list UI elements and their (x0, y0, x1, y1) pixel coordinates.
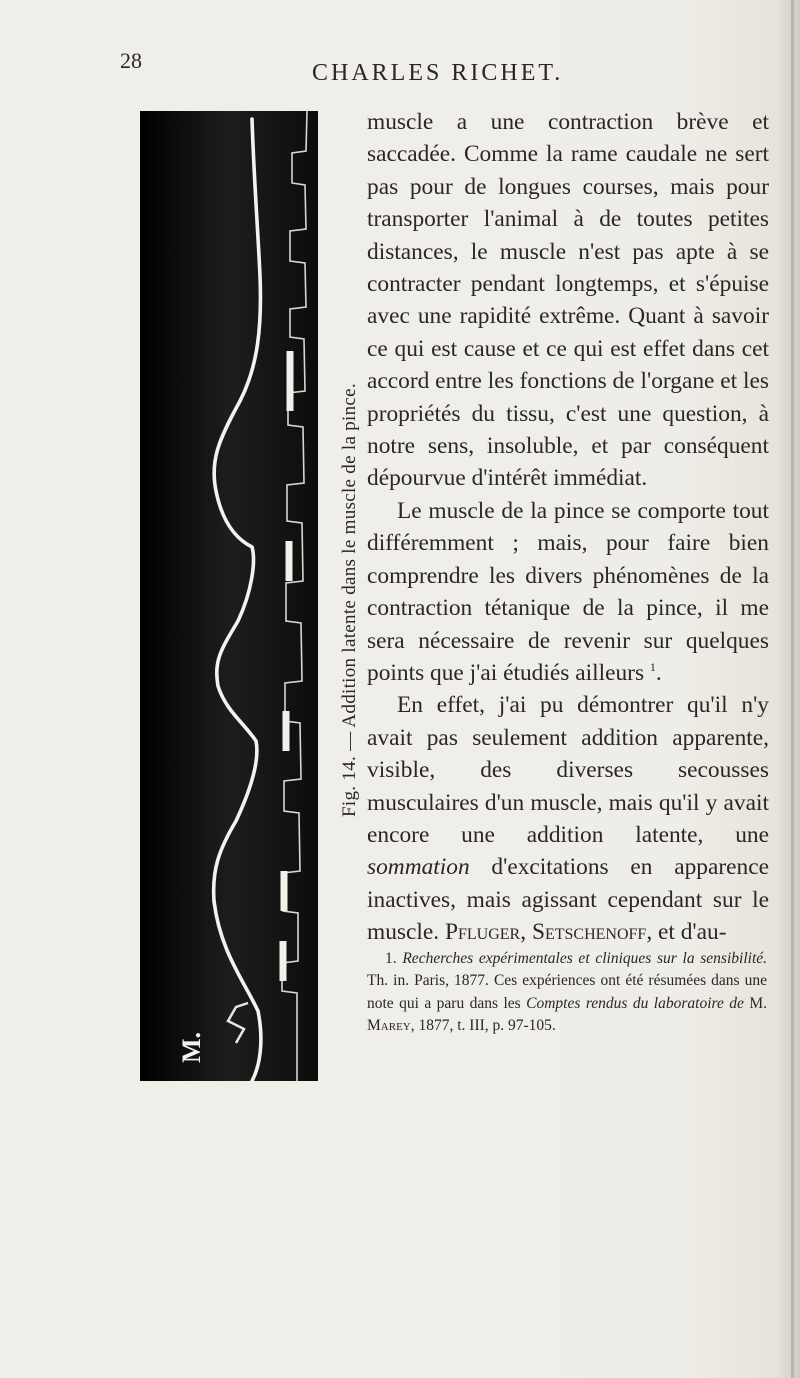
paragraph-1: muscle a une contraction brève et saccadée. Comme la rame caudale ne sert pas pour de longues courses, mais pour transporter l'animal à de toutes petites distances, le muscle n'est pas apte à se contracter pendant longtemps, et s'épuise avec une rapidité extrême. Quant à savoir ce qui est cause et ce qui est effet dans cet accord entre les fonctions de l'organe et les propriétés du tissu, c'est une question, à notre sens, insoluble, et par conséquent dépourvue d'intérêt immédiat. (367, 109, 769, 492)
footnote-journal: Comptes rendus du laboratoire de (526, 994, 744, 1012)
footnote-text-c: , 1877, t. III, p. 97-105. (410, 1016, 556, 1034)
running-head: CHARLES RICHET. (312, 60, 564, 86)
figure-myograph-tracing (140, 111, 318, 1081)
footnote (367, 948, 767, 1037)
page-edge (791, 0, 794, 1378)
footnote-reference: 1 (649, 660, 656, 675)
author-name-setschenoff: Setschenoff (531, 919, 647, 946)
paragraph-2-text: Le muscle de la pince se comporte tout différemment ; mais, pour faire bien comprendre les divers phénomènes de la contraction tétanique de la pince, il me sera nécessaire de revenir sur quelques points que j'ai étudiés ailleurs (367, 497, 769, 686)
footnote-text-b: M. (749, 994, 768, 1012)
footnote-text-a: Th. in. Paris, 1877. Ces expériences ont été résumées dans une note qui a paru dans les (367, 972, 767, 1012)
body-text (367, 106, 769, 949)
paragraph-3-emphasis: sommation (367, 854, 470, 881)
page-number: 28 (120, 48, 142, 73)
figure-caption-text: Fig. 14. — Addition latente dans le muscle de la pince. (339, 383, 360, 817)
footnote-paragraph (367, 948, 767, 1037)
myograph-tracing-image (140, 111, 318, 1081)
paragraph-3 (367, 689, 769, 948)
name-separator: , (520, 919, 527, 946)
signature-mark: M. (177, 1031, 206, 1063)
footnote-number: 1. (385, 950, 397, 967)
paragraph-2-end: . (655, 659, 662, 686)
paragraph-3-text-c: , et d'au- (646, 919, 727, 946)
footnote-author-marey: Marey (367, 1016, 411, 1034)
paragraph-2 (367, 495, 769, 689)
paragraph-3-text-a: En effet, j'ai pu démontrer qu'il n'y avait pas seulement addition apparente, visible, des diverses secousses musculaires d'un muscle, mais qu'il y avait encore une addition latente, une (367, 692, 769, 848)
smoked-paper-background (140, 111, 318, 1081)
footnote-title: Recherches expérimentales et cliniques sur la sensibilité. (402, 950, 768, 967)
author-name-pfluger: Pfluger (444, 919, 521, 946)
paragraph-3-text-b: d'excitations en apparence inactives, mais agissant cependant sur le muscle. (367, 854, 769, 946)
